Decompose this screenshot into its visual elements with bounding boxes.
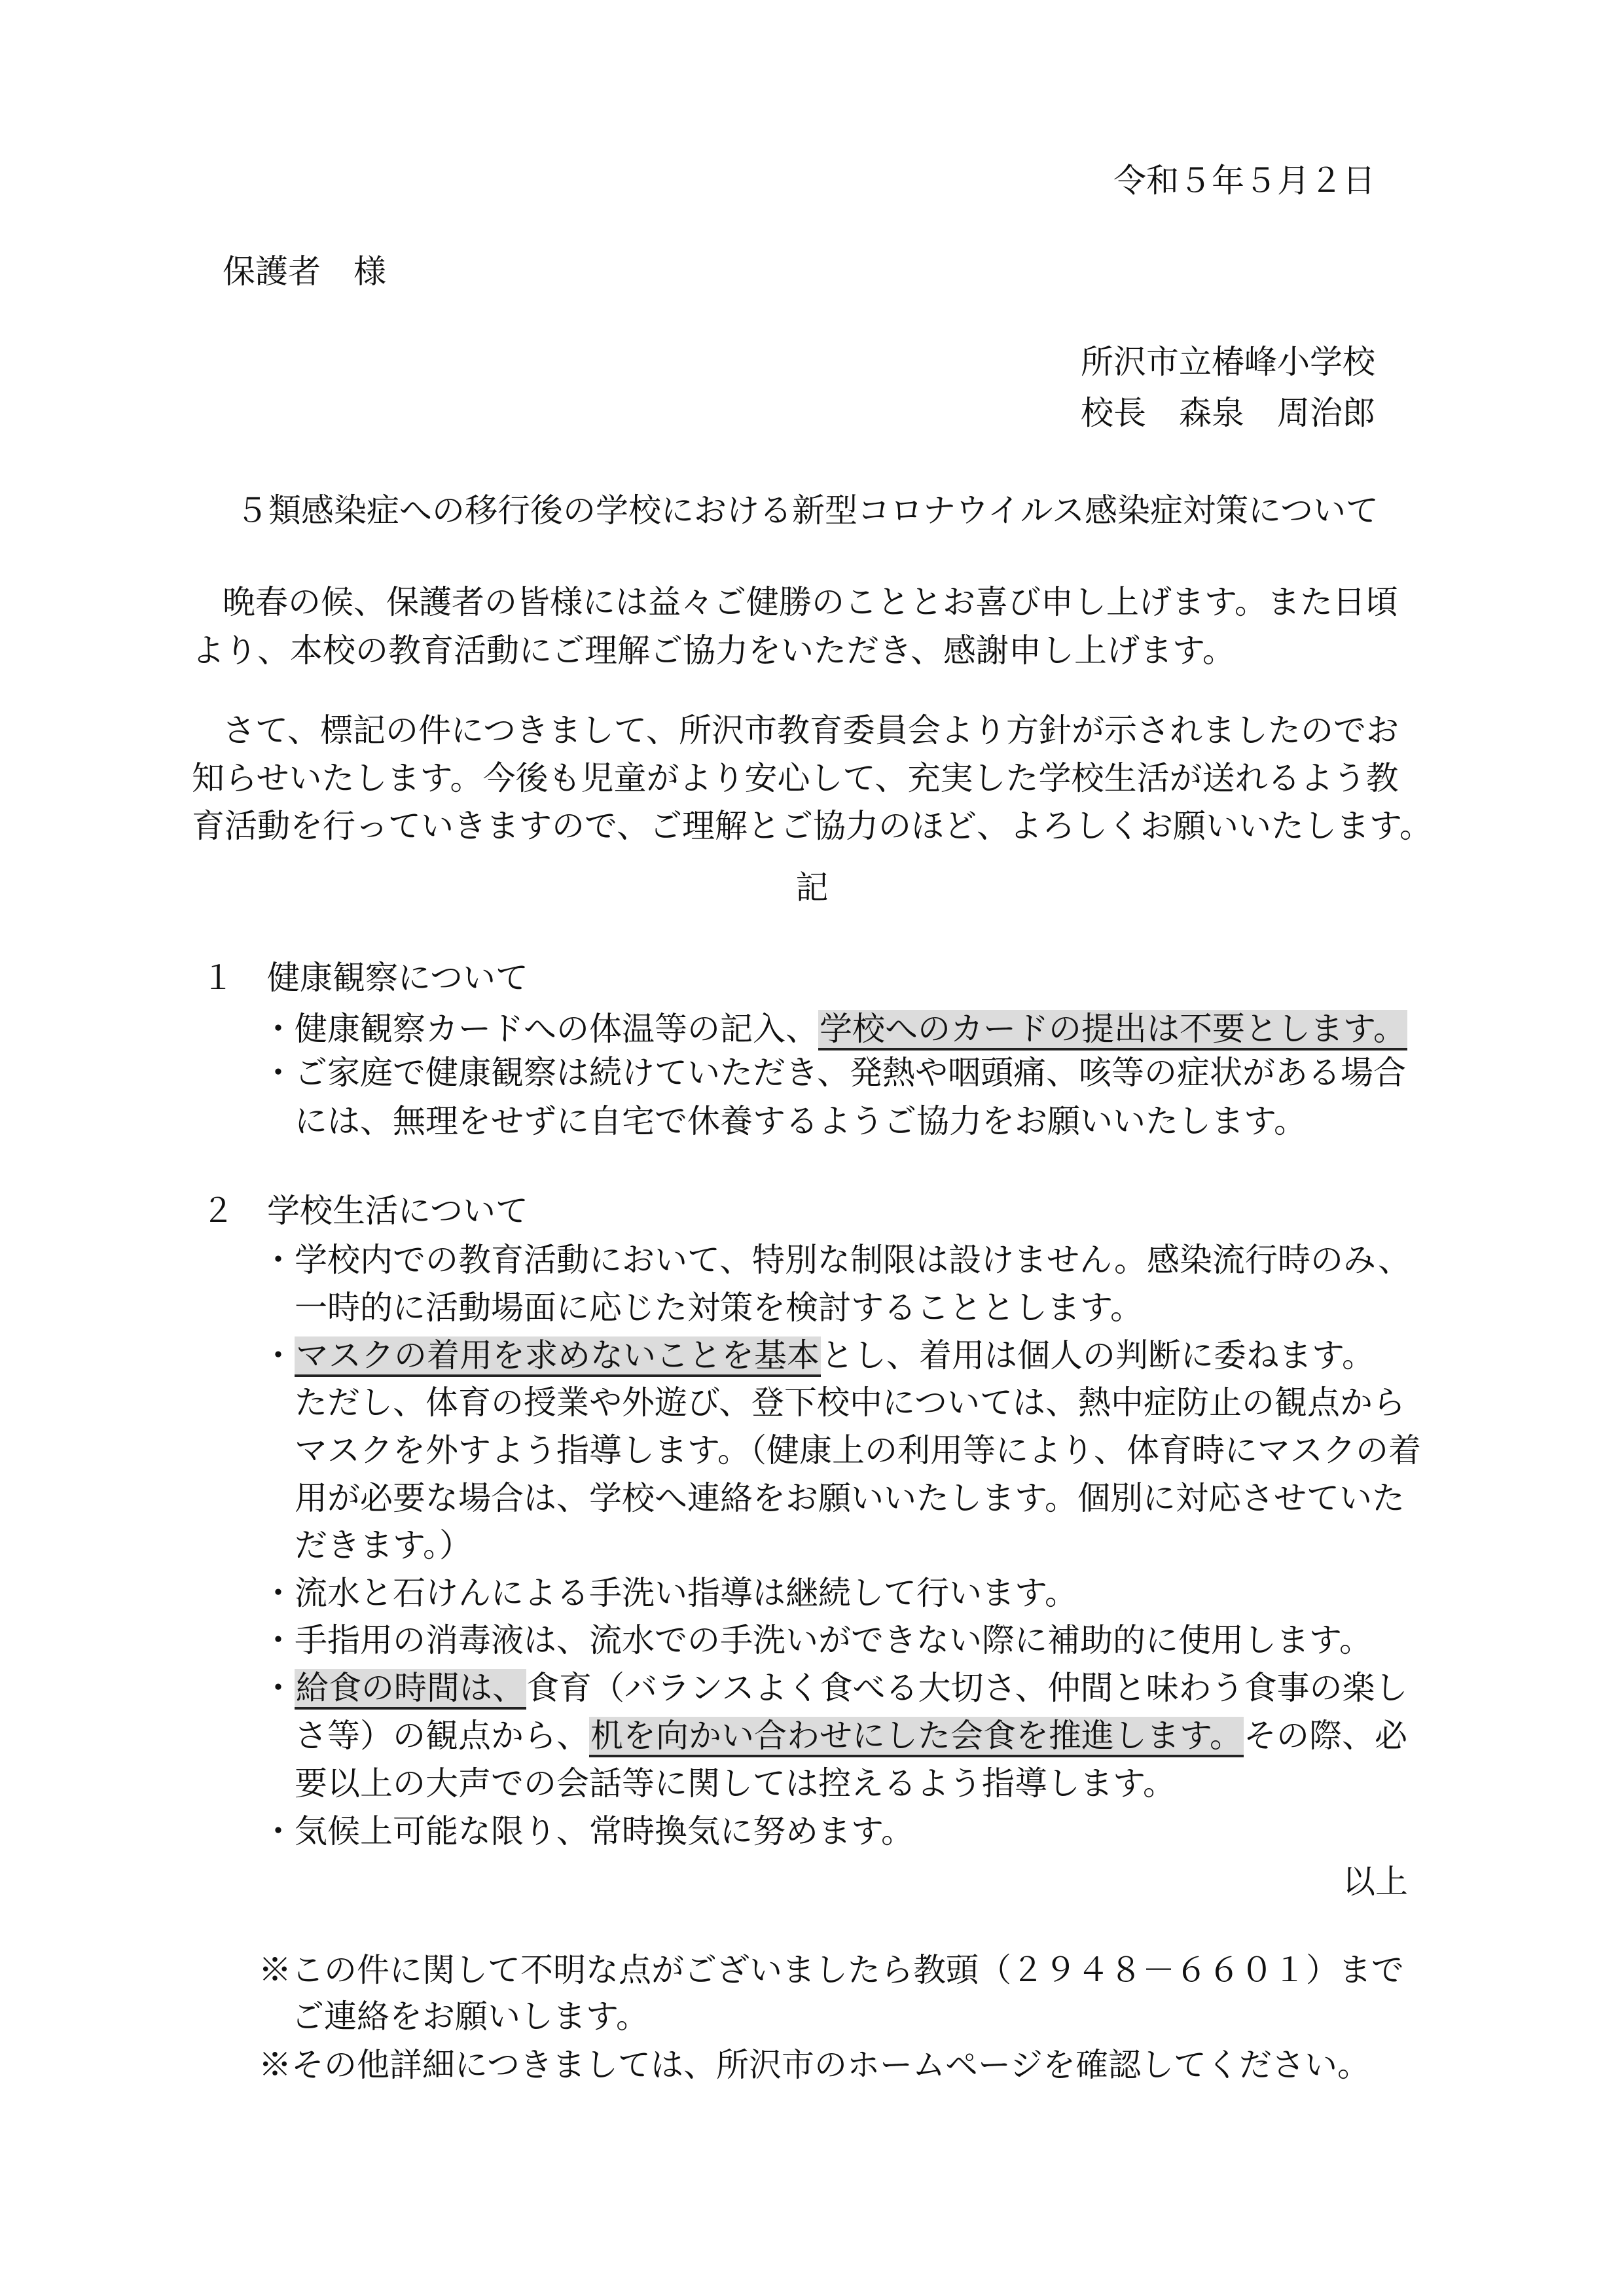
section-2-item-5-line-1 xyxy=(262,1665,1408,1711)
section-2-item-2-text: とし、着用は個人の判断に委ねます。 xyxy=(821,1336,1375,1374)
intro-line-2: より、本校の教育活動にご理解ご協力をいただき、感謝申し上げます。 xyxy=(192,632,1235,670)
highlight-card-submission: 学校へのカードの提出は不要とします。 xyxy=(818,1010,1407,1050)
note-2: ※その他詳細につきましては、所沢市のホームページを確認してください。 xyxy=(259,2046,1370,2084)
section-2-item-1-line-2: 一時的に活動場面に応じた対策を検討することとします。 xyxy=(295,1289,1143,1327)
intro-line-5: 育活動を行っていきますので、ご理解とご協力のほど、よろしくお願いいたします。 xyxy=(192,807,1432,845)
note-1-line-1: ※この件に関して不明な点がございましたら教頭（２９４８－６６０１）まで xyxy=(259,1951,1404,1989)
closing-ijou: 以上 xyxy=(1343,1863,1408,1901)
section-2-item-5-text: 食育（バランスよく食べる大切さ、仲間と味わう食事の楽し xyxy=(526,1669,1408,1707)
note-1-line-2: ご連絡をお願いします。 xyxy=(291,1998,649,2036)
intro-line-1: 晩春の候、保護者の皆様には益々ご健勝のこととお喜び申し上げます。また日頃 xyxy=(223,583,1398,621)
principal-name: 校長 森泉 周治郎 xyxy=(1081,394,1375,432)
bullet: ・ xyxy=(262,1336,295,1374)
ki-heading: 記 xyxy=(795,869,829,906)
section-2-item-4: ・手指用の消毒液は、流水での手洗いができない際に補助的に使用します。 xyxy=(262,1621,1372,1659)
section-1-item-2-line-1: ・ご家庭で健康観察は続けていただき、発熱や咽頭痛、咳等の症状がある場合 xyxy=(262,1054,1406,1092)
section-2-item-2-line-3: マスクを外すよう指導します。（健康上の利用等により、体育時にマスクの着 xyxy=(295,1431,1421,1469)
highlight-mask-policy: マスクの着用を求めないことを基本 xyxy=(295,1336,821,1377)
section-2-item-5-text: さ等）の観点から、 xyxy=(295,1717,589,1755)
document-date: 令和５年５月２日 xyxy=(1113,162,1375,200)
addressee: 保護者 様 xyxy=(223,253,386,291)
section-2-item-3: ・流水と石けんによる手洗い指導は継続して行います。 xyxy=(262,1574,1077,1612)
section-2-item-2-line-2: ただし、体育の授業や外遊び、登下校中については、熱中症防止の観点から xyxy=(295,1384,1405,1422)
section-2-item-1-line-1: ・学校内での教育活動において、特別な制限は設けません。感染流行時のみ、 xyxy=(262,1241,1411,1279)
section-2-item-5-line-3: 要以上の大声での会話等に関しては控えるよう指導します。 xyxy=(295,1765,1176,1803)
bullet: ・ xyxy=(262,1669,295,1707)
highlight-face-to-face-dining: 机を向かい合わせにした会食を推進します。 xyxy=(589,1717,1244,1757)
section-2-item-6: ・気候上可能な限り、常時換気に努めます。 xyxy=(262,1812,914,1850)
intro-line-3: さて、標記の件につきまして、所沢市教育委員会より方針が示されましたのでお xyxy=(223,711,1399,749)
section-2-item-2-line-4: 用が必要な場合は、学校へ連絡をお願いいたします。個別に対応させていた xyxy=(295,1479,1405,1517)
section-2-item-5-line-2 xyxy=(295,1713,1407,1759)
intro-line-4: 知らせいたします。今後も児童がより安心して、充実した学校生活が送れるよう教 xyxy=(192,759,1399,797)
school-name: 所沢市立椿峰小学校 xyxy=(1081,343,1375,381)
section-1-item-1-text: ・健康観察カードへの体温等の記入、 xyxy=(262,1010,818,1048)
section-1-heading: １ 健康観察について xyxy=(202,959,528,997)
section-2-item-5-text: その際、必 xyxy=(1244,1717,1407,1755)
highlight-lunch-time: 給食の時間は、 xyxy=(295,1669,526,1710)
section-1-item-2-line-2: には、無理をせずに自宅で休養するようご協力をお願いいたします。 xyxy=(295,1102,1307,1140)
document-title: ５類感染症への移行後の学校における新型コロナウイルス感染症対策について xyxy=(236,492,1379,529)
section-2-heading: ２ 学校生活について xyxy=(202,1192,528,1230)
section-1-item-1 xyxy=(262,1006,1407,1052)
section-2-item-2-line-5: だきます。） xyxy=(295,1526,472,1564)
section-2-item-2-line-1 xyxy=(262,1333,1375,1378)
